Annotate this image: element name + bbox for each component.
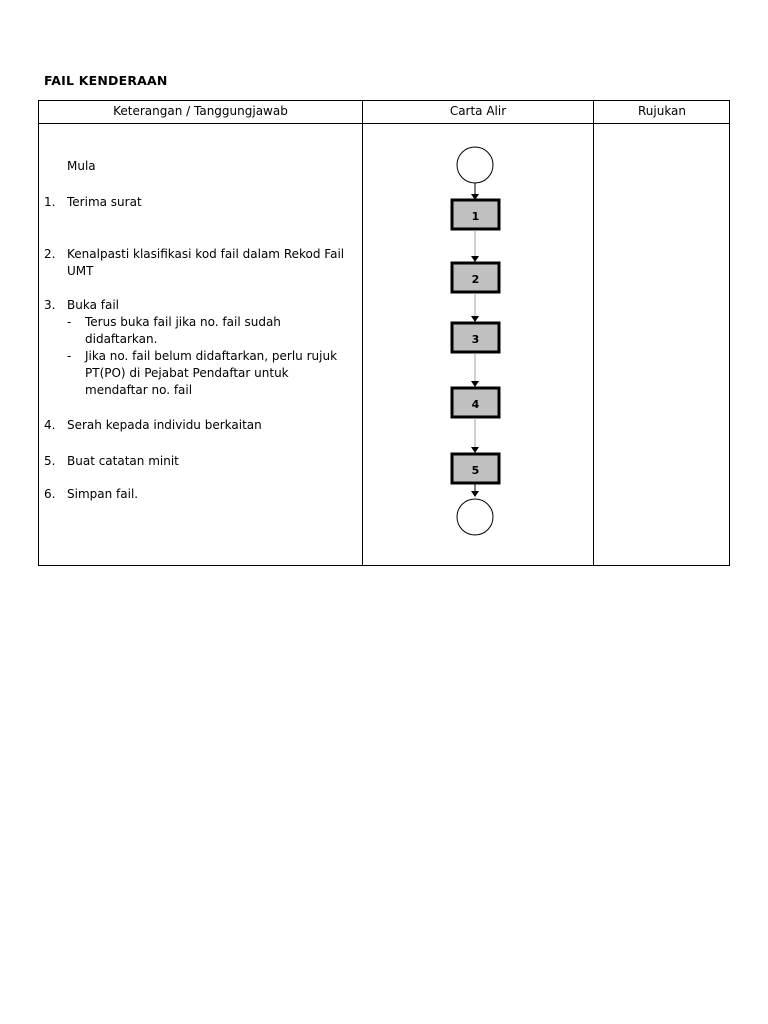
step-text: Buat catatan minit: [67, 454, 179, 468]
flow-box-2: [452, 263, 499, 292]
sub-line: Terus buka fail jika no. fail sudah: [85, 315, 281, 329]
step-number: 3.: [44, 298, 56, 312]
flow-box-4: [452, 388, 499, 417]
start-label: Mula: [67, 159, 96, 173]
step-text-continued: UMT: [67, 264, 94, 278]
flow-box-3: [452, 323, 499, 352]
header-reference: Rujukan: [637, 104, 687, 118]
sub-dash: -: [67, 349, 72, 363]
flow-box-label: 4: [471, 398, 480, 411]
step-text: Buka fail: [67, 298, 119, 312]
sub-line: PT(PO) di Pejabat Pendaftar untuk: [85, 366, 289, 380]
flow-box-5: [452, 454, 499, 483]
flow-box-label: 5: [471, 464, 480, 477]
header-flowchart: Carta Alir: [449, 104, 507, 118]
step-text: Kenalpasti klasifikasi kod fail dalam Rekod Fail: [67, 247, 345, 261]
step-text: Simpan fail.: [67, 487, 139, 501]
step-number: 1.: [44, 195, 56, 209]
procedure-table: [38, 100, 730, 566]
arrowhead-4: [471, 381, 479, 387]
flowchart: [39, 101, 729, 565]
sub-dash: -: [67, 315, 72, 329]
arrowhead-2: [471, 256, 479, 262]
arrowhead-3: [471, 316, 479, 322]
flow-box-label: 1: [471, 210, 480, 223]
sub-line: Jika no. fail belum didaftarkan, perlu rujuk: [85, 349, 338, 363]
arrowhead-6: [471, 491, 479, 497]
flow-box-label: 3: [471, 333, 480, 346]
sub-line: didaftarkan.: [85, 332, 158, 346]
flow-box-label: 2: [471, 273, 480, 286]
step-number: 4.: [44, 418, 56, 432]
step-number: 2.: [44, 247, 56, 261]
step-number: 6.: [44, 487, 56, 501]
arrowhead-5: [471, 447, 479, 453]
sub-line: mendaftar no. fail: [85, 383, 193, 397]
start-terminal: [457, 147, 493, 183]
document-title: FAIL KENDERAAN: [44, 73, 168, 88]
step-text: Serah kepada individu berkaitan: [67, 418, 262, 432]
end-terminal: [457, 499, 493, 535]
step-text: Terima surat: [67, 195, 142, 209]
header-description: Keterangan / Tanggungjawab: [113, 104, 288, 118]
flow-box-1: [452, 200, 499, 229]
step-number: 5.: [44, 454, 56, 468]
